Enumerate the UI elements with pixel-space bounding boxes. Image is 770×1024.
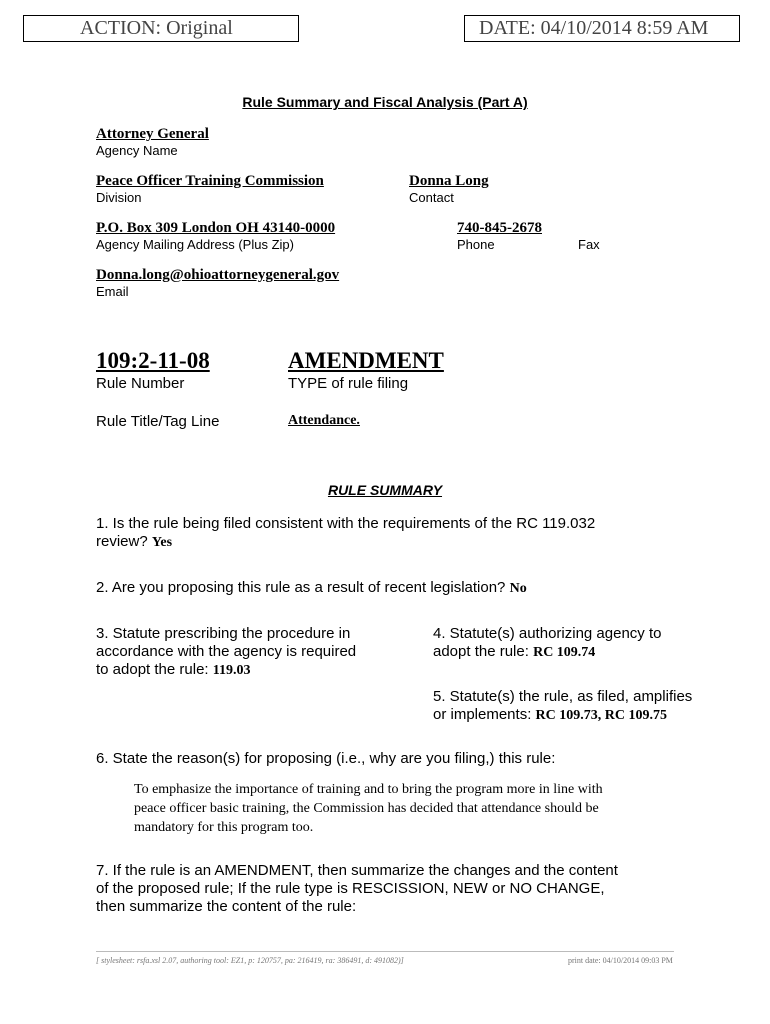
question-7 bbox=[96, 862, 618, 916]
date-label: DATE: 04/10/2014 8:59 AM bbox=[479, 17, 709, 39]
question-3-line-1: 3. Statute prescribing the procedure in bbox=[96, 625, 351, 642]
question-3-line-2: accordance with the agency is required bbox=[96, 643, 357, 660]
question-1 bbox=[96, 515, 595, 552]
question-4 bbox=[433, 625, 661, 662]
question-7-line: of the proposed rule; If the rule type is RESCISSION, NEW or NO CHANGE, bbox=[96, 880, 605, 897]
question-1-text: review? bbox=[96, 533, 148, 550]
phone-value: 740-845-2678 bbox=[457, 220, 542, 236]
footer-metadata: [ stylesheet: rsfa.xsl 2.07, authoring tool: EZ1, p: 120757, pa: 216419, ra: 386491, d: 491082)] bbox=[96, 956, 404, 965]
question-4-text: adopt the rule: bbox=[433, 643, 529, 660]
question-2 bbox=[96, 579, 527, 598]
filing-type-label: TYPE of rule filing bbox=[288, 375, 409, 392]
division-value: Peace Officer Training Commission bbox=[96, 173, 324, 189]
division-label: Division bbox=[96, 190, 142, 205]
question-1-answer: Yes bbox=[151, 535, 173, 550]
question-3-text: to adopt the rule: bbox=[96, 661, 209, 678]
rule-title-value: Attendance. bbox=[288, 413, 360, 428]
action-label: ACTION: Original bbox=[80, 17, 233, 39]
document-title: Rule Summary and Fiscal Analysis (Part A) bbox=[242, 94, 528, 110]
question-5-line-2 bbox=[433, 706, 692, 725]
question-5-answer: RC 109.73, RC 109.75 bbox=[535, 708, 667, 723]
question-4-line-2 bbox=[433, 643, 661, 662]
contact-label: Contact bbox=[409, 190, 454, 205]
footer-divider bbox=[96, 951, 674, 952]
question-6: 6. State the reason(s) for proposing (i.e., why are you filing,) this rule: bbox=[96, 750, 556, 767]
address-value: P.O. Box 309 London OH 43140-0000 bbox=[96, 220, 336, 236]
question-3-answer: 119.03 bbox=[212, 663, 251, 678]
question-6-answer-line: To emphasize the importance of training and to bring the program more in line with bbox=[134, 782, 603, 797]
question-1-line-2 bbox=[96, 533, 595, 552]
footer-print-date: print date: 04/10/2014 09:03 PM bbox=[568, 956, 673, 965]
agency-name-value: Attorney General bbox=[96, 126, 209, 142]
rule-number-label: Rule Number bbox=[96, 375, 185, 392]
question-5-line-1: 5. Statute(s) the rule, as filed, amplifies bbox=[433, 688, 693, 705]
email-label: Email bbox=[96, 284, 129, 299]
question-5-text: or implements: bbox=[433, 706, 532, 723]
question-3-line-3 bbox=[96, 661, 356, 680]
question-5 bbox=[433, 688, 692, 725]
phone-label: Phone bbox=[457, 237, 495, 252]
agency-name-label: Agency Name bbox=[96, 143, 178, 158]
question-1-line-1: 1. Is the rule being filed consistent with the requirements of the RC 119.032 bbox=[96, 515, 596, 532]
question-6-answer bbox=[134, 780, 603, 837]
question-6-answer-line: peace officer basic training, the Commission has decided that attendance should be bbox=[134, 801, 599, 816]
fax-label: Fax bbox=[578, 237, 600, 252]
contact-value: Donna Long bbox=[409, 173, 489, 189]
question-4-answer: RC 109.74 bbox=[533, 645, 596, 660]
rule-summary-heading: RULE SUMMARY bbox=[327, 482, 443, 498]
address-label: Agency Mailing Address (Plus Zip) bbox=[96, 237, 294, 252]
question-2-answer: No bbox=[509, 581, 527, 596]
rule-number-value: 109:2-11-08 bbox=[96, 348, 210, 373]
action-box bbox=[23, 15, 299, 42]
email-value: Donna.long@ohioattorneygeneral.gov bbox=[96, 267, 340, 283]
filing-type-value: AMENDMENT bbox=[288, 348, 444, 373]
rule-title-label: Rule Title/Tag Line bbox=[96, 413, 220, 430]
question-3 bbox=[96, 625, 356, 680]
question-4-line-1: 4. Statute(s) authorizing agency to bbox=[433, 625, 662, 642]
date-box bbox=[464, 15, 740, 42]
question-7-line: 7. If the rule is an AMENDMENT, then summarize the changes and the content bbox=[96, 862, 618, 879]
question-7-line: then summarize the content of the rule: bbox=[96, 898, 357, 915]
question-6-answer-line: mandatory for this program too. bbox=[134, 820, 314, 835]
question-2-text: 2. Are you proposing this rule as a result of recent legislation? bbox=[96, 579, 506, 596]
